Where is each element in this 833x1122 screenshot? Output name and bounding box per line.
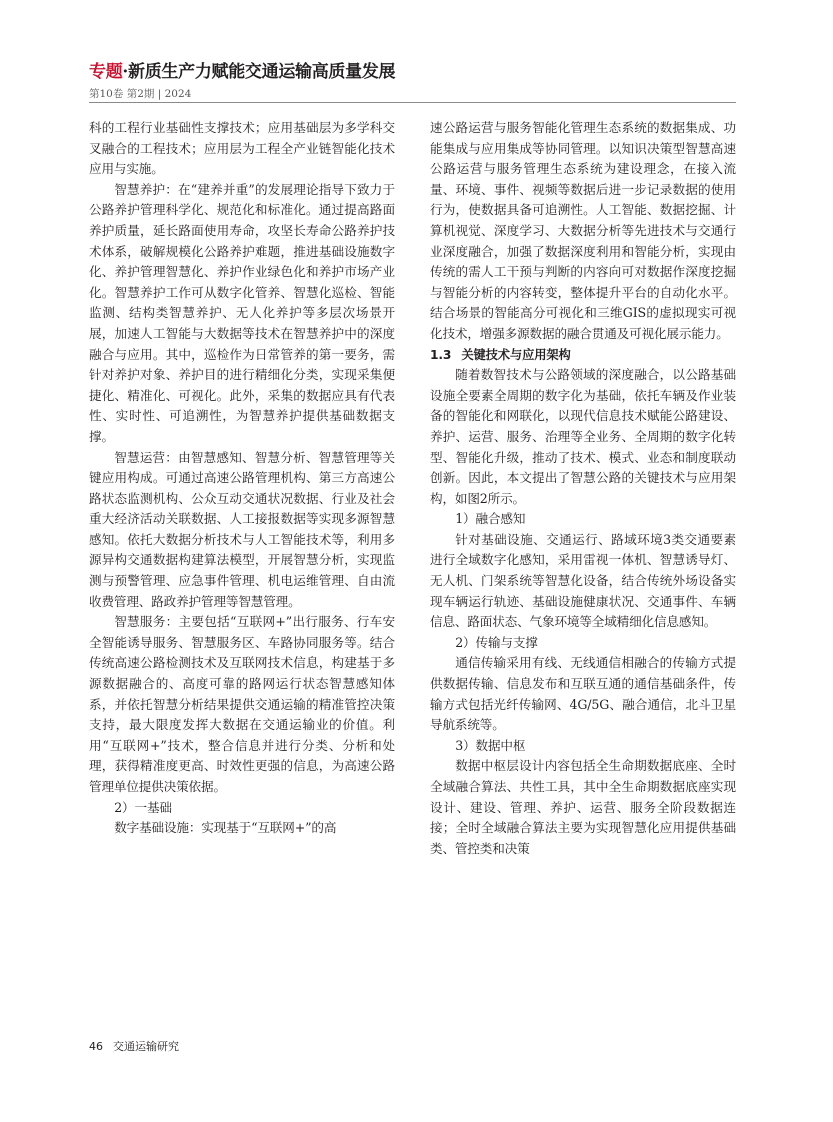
section-number: 1.3 bbox=[430, 347, 452, 362]
journal-name: 交通运输研究 bbox=[113, 1040, 179, 1053]
issue-info: 第10卷 第2期 | 2024 bbox=[89, 88, 192, 100]
header-divider bbox=[89, 102, 736, 103]
paragraph: 速公路运营与服务智能化管理生态系统的数据集成、功能集成与应用集成等协同管理。以知识决策型智慧高速公路运营与服务管理生态系统为建设理念，在接入流量、环境、事件、视频等数据后进一步记录数据的使用行为，使数据具备可追溯性。人工智能、数据挖掘、计算机视觉、深度学习、大数据分析等先进技术与交通行业深度融合，加强了数据深度利用和智能分析，实现由传统的需人工干预与判断的内容向可对数据作深度挖掘与智能分析的内容转变，整体提升平台的自动化水平。结合场景的智能高分可视化和三维GIS的虚拟现实可视化技术，增强多源数据的融合贯通及可视化展示能力。 bbox=[430, 120, 736, 341]
section-heading bbox=[430, 345, 736, 366]
subheading: 2）一基础 bbox=[114, 799, 172, 815]
right-column-part-a bbox=[430, 118, 736, 345]
header-separator: · bbox=[122, 62, 129, 82]
paragraph: 科的工程行业基础性支撑技术；应用基础层为多学科交叉融合的工程技术；应用层为工程全产业链智能化技术应用与实施。 bbox=[89, 120, 395, 177]
paragraph: 智慧运营：由智慧感知、智慧分析、智慧管理等关键应用构成。可通过高速公路管理机构、第三方高速公路状态监测机构、公众互动交通状况数据、行业及社会重大经济活动关联数据、人工接报数据等实现多源智慧感知。依托大数据分析技术与人工智能技术等，利用多源异构交通数据构建算法模型，开展智慧分析，实现监测与预警管理、应急事件管理、机电运维管理、自由流收费管理、路政养护管理等智慧管理。 bbox=[89, 449, 395, 609]
subheading: 1）融合感知 bbox=[455, 511, 526, 527]
right-column-part-b bbox=[430, 365, 736, 859]
page-number: 46 bbox=[89, 1040, 103, 1053]
topic-title: 新质生产力赋能交通运输高质量发展 bbox=[128, 62, 396, 82]
paragraph: 数字基础设施：实现基于“互联网+”的高 bbox=[114, 820, 337, 836]
paragraph: 随着数智技术与公路领域的深度融合，以公路基础设施全要素全周期的数字化为基础，依托车辆及作业装备的智能化和网联化，以现代信息技术赋能公路建设、养护、运营、服务、治理等全业务、全周期的数字化转型、智能化升级，推动了技术、模式、业态和制度联动创新。因此，本文提出了智慧公路的关键技术与应用架构，如图2所示。 bbox=[430, 367, 736, 506]
right-column bbox=[430, 118, 736, 859]
section-title: 关键技术与应用架构 bbox=[461, 347, 571, 362]
running-header bbox=[89, 60, 736, 102]
topic-tag: 专题 bbox=[89, 62, 123, 82]
paragraph: 数据中枢层设计内容包括全生命期数据底座、全时全域融合算法、共性工具，其中全生命期数据底座实现设计、建设、管理、养护、运营、服务全阶段数据连接；全时全域融合算法主要为实现智慧化应用提供基础类、管控类和决策 bbox=[430, 758, 736, 856]
paragraph: 智慧养护：在“建养并重”的发展理论指导下致力于公路养护管理科学化、规范化和标准化。通过提高路面养护质量，延长路面使用寿命，攻坚长寿命公路养护技术体系，破解规模化公路养护难题，推进基础设施数字化、养护管理智慧化、养护作业绿色化和养护市场产业化。智慧养护工作可从数字化管养、智慧化巡检、智能监测、结构类智慧养护、无人化养护等多层次场景开展，加速人工智能与大数据等技术在智慧养护中的深度融合与应用。其中，巡检作为日常管养的第一要务，需针对养护对象、养护目的进行精细化分类，实现采集便捷化、精准化、可视化。此外，采集的数据应具有代表性、实时性、可追溯性，为智慧养护提供基础数据支撑。 bbox=[89, 181, 395, 444]
header-title-line bbox=[89, 60, 736, 84]
paragraph: 针对基础设施、交通运行、路域环境3类交通要素进行全域数字化感知，采用雷视一体机、智慧诱导灯、无人机、门架系统等智慧化设备，结合传统外场设备实现车辆运行轨迹、基础设施健康状况、交通事件、车辆信息、路面状态、气象环境等全域精细化信息感知。 bbox=[430, 531, 736, 630]
subheading: 2）传输与支撑 bbox=[455, 634, 538, 650]
subheading: 3）数据中枢 bbox=[455, 737, 526, 753]
left-column bbox=[89, 118, 395, 839]
paragraph: 通信传输采用有线、无线通信相融合的传输方式提供数据传输、信息发布和互联互通的通信基础条件，传输方式包括光纤传输网、4G/5G、融合通信，北斗卫星导航系统等。 bbox=[430, 655, 736, 733]
paragraph: 智慧服务：主要包括“互联网+”出行服务、行车安全智能诱导服务、智慧服务区、车路协同服务等。结合传统高速公路检测技术及互联网技术信息，构建基于多源数据融合的、高度可靠的路网运行状态智慧感知体系，并依托智慧分析结果提供交通运输的精准管控决策支持，最大限度发挥大数据在交通运输业的价值。利用“互联网+”技术，整合信息并进行分类、分析和处理，获得精准度更高、时效性更强的信息，为高速公路管理单位提供决策依据。 bbox=[89, 614, 395, 794]
page-footer bbox=[89, 1038, 179, 1054]
